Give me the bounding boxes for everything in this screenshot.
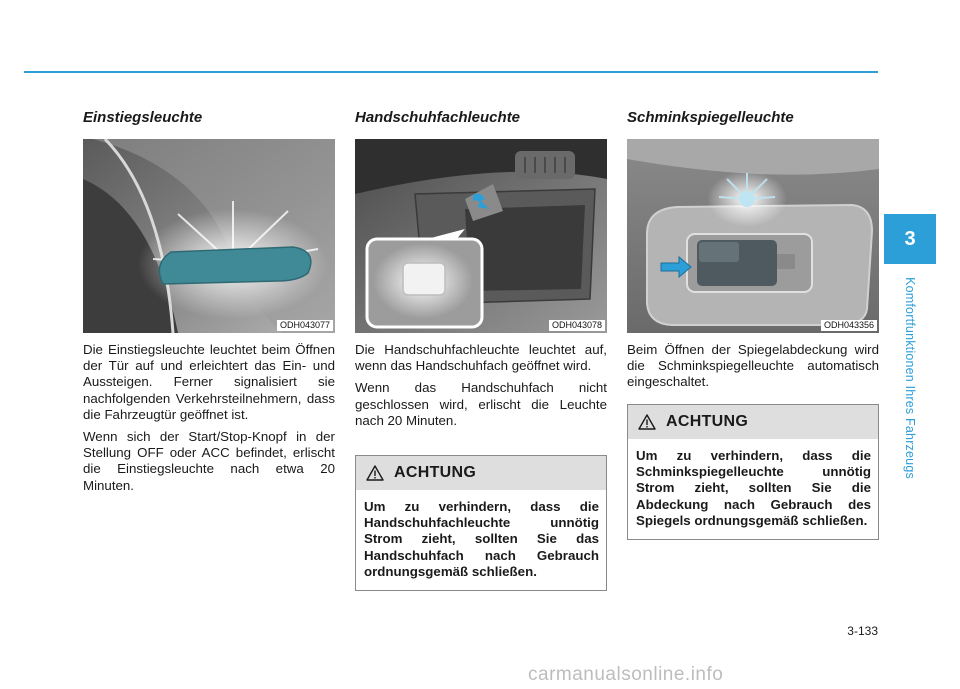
section-title: Einstiegsleuchte (83, 109, 203, 126)
paragraph: Wenn das Handschuhfach nicht geschlossen wird, erlischt die Leuchte nach 20 Minuten. (355, 380, 607, 428)
section-title: Schminkspiegelleuchte (627, 109, 794, 126)
glovebox-lamp-illustration (355, 139, 607, 333)
paragraph: Beim Öffnen der Spiegelabdeckung wird die Schminkspiegelleuchte automatisch eingeschaltet. (627, 342, 879, 390)
warning-text: Um zu verhindern, dass die Schminkspiegelleuchte unnötig Strom zieht, sollten Sie die Abdeckung nach Gebrauch des Spiegels ordnungsgemäß schließen. (636, 448, 871, 528)
section-body (627, 342, 879, 397)
warning-title: ACHTUNG (666, 413, 749, 430)
figure-glovebox-lamp (355, 139, 607, 333)
figure-code: ODH043078 (549, 320, 605, 331)
figure-vanity-mirror-lamp (627, 139, 879, 333)
figure-code: ODH043077 (277, 320, 333, 331)
warning-triangle-icon (366, 465, 384, 481)
section-body (355, 342, 607, 435)
watermark: carmanualsonline.info (528, 664, 724, 685)
vanity-mirror-lamp-illustration (627, 139, 879, 333)
paragraph: Die Einstiegsleuchte leuchtet beim Öffnen der Tür auf und erleichtert das Ein- und Aussteigen. Ferner signalisiert sie nachfolgenden Verkehrsteilnehmern, dass die Fahrzeugtür geöffnet ist. (83, 342, 335, 422)
warning-header (628, 405, 878, 439)
warning-title: ACHTUNG (394, 464, 477, 481)
chapter-title: Komfortfunktionen Ihres Fahrzeugs (903, 277, 917, 479)
section-body (83, 342, 335, 500)
warning-text: Um zu verhindern, dass die Handschuhfachleuchte unnötig Strom zieht, sollten Sie das Handschuhfach nach Gebrauch ordnungsgemäß schließen. (364, 499, 599, 579)
figure-code: ODH043356 (821, 320, 877, 331)
paragraph: Wenn sich der Start/Stop-Knopf in der Stellung OFF oder ACC befindet, erlischt die Einstiegsleuchte nach etwa 20 Minuten. (83, 429, 335, 493)
page-number: 3-133 (847, 624, 878, 638)
door-lamp-illustration (83, 139, 335, 333)
section-title: Handschuhfachleuchte (355, 109, 521, 126)
warning-triangle-icon (638, 414, 656, 430)
top-rule (24, 71, 878, 73)
warning-box (627, 404, 879, 540)
figure-door-lamp (83, 139, 335, 333)
section-einstiegsleuchte (83, 108, 335, 493)
warning-header (356, 456, 606, 490)
section-handschuhfachleuchte (355, 108, 607, 579)
section-schminkspiegelleuchte (627, 108, 879, 528)
warning-box (355, 455, 607, 591)
chapter-tab: 3 (884, 214, 936, 264)
paragraph: Die Handschuhfachleuchte leuchtet auf, wenn das Handschuhfach geöffnet wird. (355, 342, 607, 374)
